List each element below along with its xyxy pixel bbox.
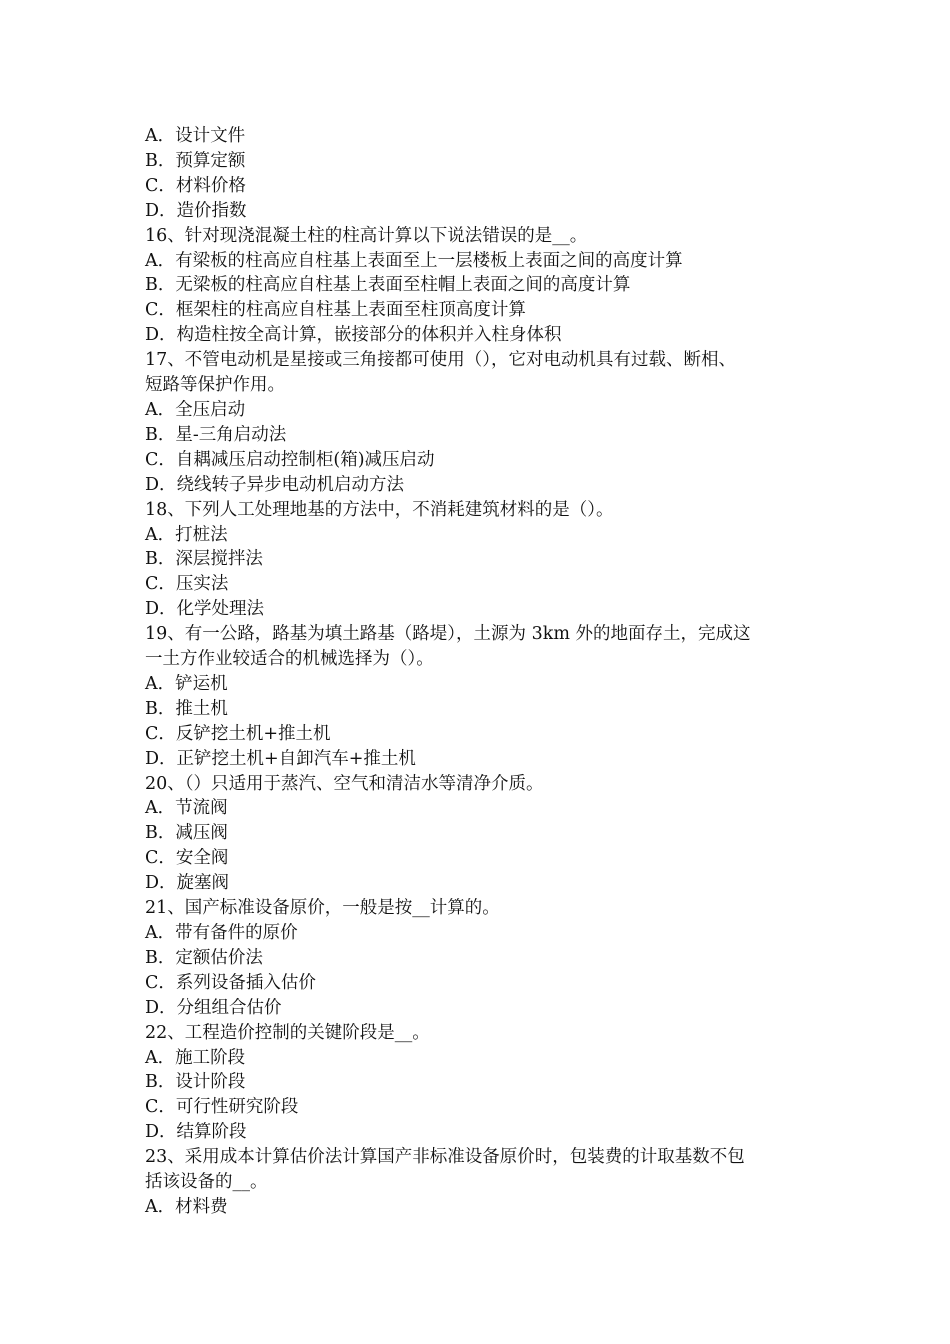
answer-option: B．深层搅拌法 (145, 549, 263, 570)
answer-option: D．化学处理法 (145, 599, 265, 620)
question-text-line: 22、工程造价控制的关键阶段是__。 (145, 1022, 430, 1043)
answer-option: A．节流阀 (145, 798, 228, 819)
question-text-line: 23、采用成本计算估价法计算国产非标准设备原价时，包装费的计取基数不包 (145, 1147, 745, 1168)
answer-option: C．安全阀 (145, 848, 229, 869)
question-text-line: 20、（）只适用于蒸汽、空气和清洁水等清净介质。 (145, 773, 544, 794)
answer-option: B．无梁板的柱高应自柱基上表面至柱帽上表面之间的高度计算 (145, 275, 631, 296)
question-text-line: 短路等保护作用。 (145, 375, 285, 396)
answer-option: A．有梁板的柱高应自柱基上表面至上一层楼板上表面之间的高度计算 (145, 250, 683, 271)
answer-option: A．带有备件的原价 (145, 923, 298, 943)
answer-option: B．减压阀 (145, 823, 228, 844)
question-text-line: 21、国产标准设备原价，一般是按__计算的。 (145, 898, 500, 919)
answer-option: D．分组组合估价 (145, 997, 282, 1018)
answer-option: B．星-三角启动法 (145, 424, 287, 445)
answer-option: B．设计阶段 (145, 1072, 246, 1093)
question-text-line: 一土方作业较适合的机械选择为（）。 (145, 649, 434, 670)
answer-option: C．可行性研究阶段 (145, 1097, 299, 1118)
answer-option: D．旋塞阀 (145, 873, 230, 894)
question-text-line: 16、针对现浇混凝土柱的柱高计算以下说法错误的是__。 (145, 225, 588, 246)
answer-option: C．框架柱的柱高应自柱基上表面至柱顶高度计算 (145, 300, 526, 321)
answer-option: D．正铲挖土机+自卸汽车+推土机 (145, 748, 416, 769)
answer-option: C．系列设备插入估价 (145, 972, 316, 993)
question-text-line: 18、下列人工处理地基的方法中，不消耗建筑材料的是（）。 (145, 499, 614, 520)
answer-option: A．施工阶段 (145, 1047, 246, 1068)
answer-option: C．材料价格 (145, 175, 246, 196)
question-text-line: 19、有一公路，路基为填土路基（路堤），土源为 3km 外的地面存土，完成这 (145, 624, 751, 645)
answer-option: C．压实法 (145, 574, 229, 595)
document-body (145, 124, 810, 1220)
answer-option: A．材料费 (145, 1196, 228, 1217)
answer-option: C．自耦减压启动控制柜(箱)减压启动 (145, 449, 435, 470)
question-text-line: 括该设备的__。 (145, 1172, 268, 1193)
answer-option: A．打桩法 (145, 524, 228, 545)
answer-option: D．绕线转子异步电动机启动方法 (145, 474, 405, 495)
answer-option: A．全压启动 (145, 399, 246, 420)
answer-option: D．构造柱按全高计算，嵌接部分的体积并入柱身体积 (145, 325, 562, 346)
question-text-line: 17、不管电动机是星接或三角接都可使用（），它对电动机具有过载、断相、 (145, 350, 737, 371)
answer-option: A．铲运机 (145, 673, 228, 694)
answer-option: B．预算定额 (145, 150, 246, 171)
answer-option: B．定额估价法 (145, 947, 263, 968)
answer-option: B．推土机 (145, 698, 228, 719)
answer-option: D．造价指数 (145, 200, 247, 221)
answer-option: A．设计文件 (145, 126, 246, 146)
answer-option: C．反铲挖土机+推土机 (145, 723, 331, 744)
answer-option: D．结算阶段 (145, 1122, 247, 1143)
